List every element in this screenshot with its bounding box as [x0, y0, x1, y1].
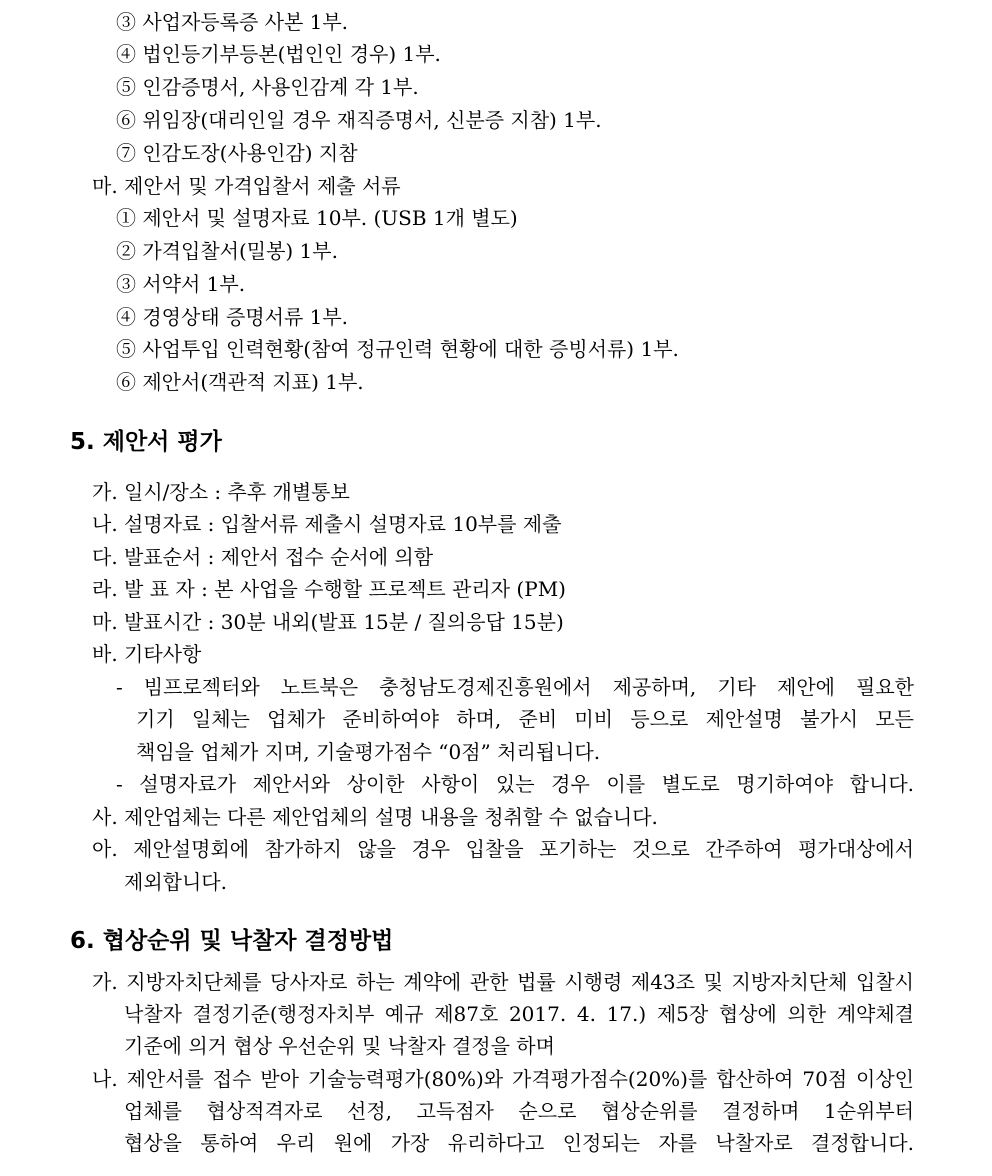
list-item: 사. 제안업체는 다른 제안업체의 설명 내용을 청취할 수 없습니다.: [92, 805, 658, 829]
paragraph-line: 기기 일체는 업체가 준비하여야 하며, 준비 미비 등으로 제안설명 불가시 모든: [136, 707, 914, 731]
list-item: ⑦ 인감도장(사용인감) 지참: [116, 141, 358, 165]
paragraph-line: 기준에 의거 협상 우선순위 및 낙찰자 결정을 하며: [124, 1034, 555, 1058]
list-item: ④ 경영상태 증명서류 1부.: [116, 305, 349, 329]
paragraph-line: 협상을 통하여 우리 원에 가장 유리하다고 인정되는 자를 낙찰자로 결정합니다.: [124, 1131, 914, 1155]
list-item: ③ 사업자등록증 사본 1부.: [116, 10, 349, 34]
list-item: ④ 법인등기부등본(법인인 경우) 1부.: [116, 42, 441, 66]
paragraph-line: 아. 제안설명회에 참가하지 않을 경우 입찰을 포기하는 것으로 간주하여 평가대상에서: [92, 837, 914, 861]
paragraph-line: 나. 제안서를 접수 받아 기술능력평가(80%)와 가격평가점수(20%)를 합산하여 70점 이상인: [92, 1067, 914, 1091]
list-item: ⑤ 인감증명서, 사용인감계 각 1부.: [116, 75, 419, 99]
list-item: ⑥ 제안서(객관적 지표) 1부.: [116, 370, 364, 394]
list-item: ② 가격입찰서(밀봉) 1부.: [116, 239, 338, 263]
section-heading: 6. 협상순위 및 낙찰자 결정방법: [70, 928, 394, 954]
list-item: 라. 발 표 자 : 본 사업을 수행할 프로젝트 관리자 (PM): [92, 577, 566, 601]
subsection-title: 마. 제안서 및 가격입찰서 제출 서류: [92, 174, 401, 198]
list-item: ① 제안서 및 설명자료 10부. (USB 1개 별도): [116, 206, 518, 230]
paragraph-line: 제외합니다.: [124, 870, 227, 894]
paragraph-line: - 설명자료가 제안서와 상이한 사항이 있는 경우 이를 별도로 명기하여야 합니다.: [116, 772, 914, 796]
paragraph-line: 책임을 업체가 지며, 기술평가점수 “0점” 처리됩니다.: [136, 740, 601, 764]
paragraph-line: 가. 지방자치단체를 당사자로 하는 계약에 관한 법률 시행령 제43조 및 지방자치단체 입찰시: [92, 970, 914, 994]
list-item: ⑤ 사업투입 인력현황(참여 정규인력 현황에 대한 증빙서류) 1부.: [116, 337, 679, 361]
section-heading: 5. 제안서 평가: [70, 429, 222, 455]
list-item: 바. 기타사항: [92, 642, 202, 666]
paragraph-line: - 빔프로젝터와 노트북은 충청남도경제진흥원에서 제공하며, 기타 제안에 필요한: [116, 675, 914, 699]
list-item: 가. 일시/장소 : 추후 개별통보: [92, 480, 350, 504]
paragraph-line: 업체를 협상적격자로 선정, 고득점자 순으로 협상순위를 결정하며 1순위부터: [124, 1099, 914, 1123]
list-item: 마. 발표시간 : 30분 내외(발표 15분 / 질의응답 15분): [92, 610, 564, 634]
paragraph-line: 낙찰자 결정기준(행정자치부 예규 제87호 2017. 4. 17.) 제5장 협상에 의한 계약체결: [124, 1002, 914, 1026]
list-item: 다. 발표순서 : 제안서 접수 순서에 의함: [92, 545, 434, 569]
list-item: 나. 설명자료 : 입찰서류 제출시 설명자료 10부를 제출: [92, 512, 562, 536]
list-item: ③ 서약서 1부.: [116, 272, 246, 296]
list-item: ⑥ 위임장(대리인일 경우 재직증명서, 신분증 지참) 1부.: [116, 108, 602, 132]
